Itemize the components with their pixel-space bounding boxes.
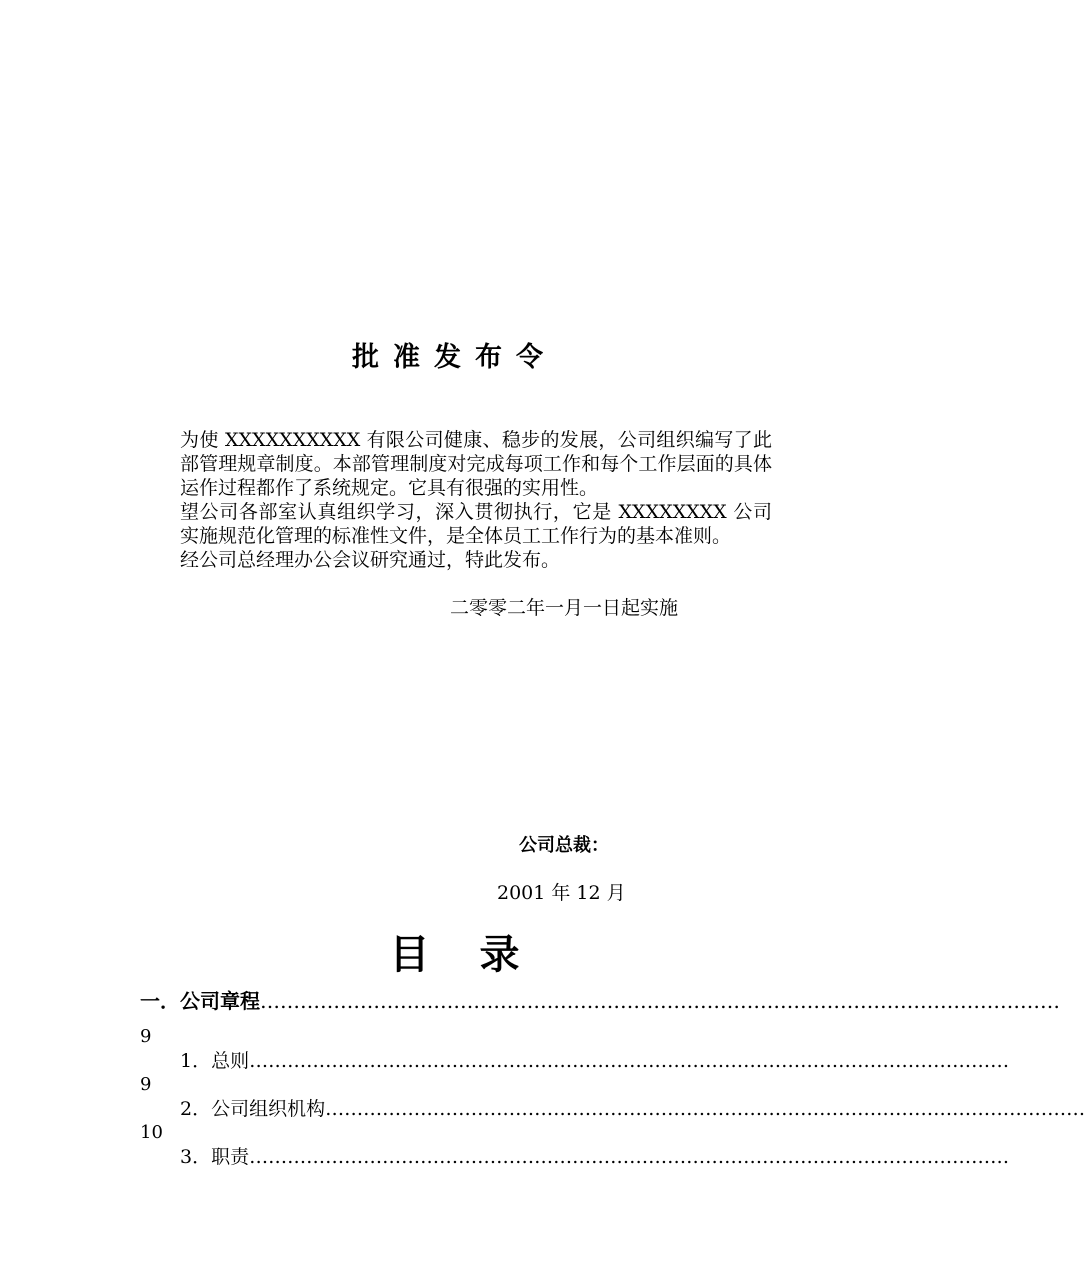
toc-entry-page: 9	[140, 1074, 152, 1095]
decree-title: 批准发布令	[352, 342, 557, 373]
toc-leader: …………………………………………………………………………………………………………	[325, 1098, 1085, 1120]
toc-entry-label: 3．职责	[180, 1146, 250, 1168]
toc-entry-4[interactable]	[180, 1145, 1010, 1169]
decree-paragraph-1: 为使 XXXXXXXXXX 有限公司健康、稳步的发展，公司组织编写了此部管理规章制度。本部管理制度对完成每项工作和每个工作层面的具体运作过程都作了系统规定。它具有很强的实用性。	[180, 429, 772, 499]
toc-title-char-1: 目	[389, 931, 430, 978]
signature-date: 2001 年 12 月	[497, 882, 626, 904]
signature-label: 公司总裁：	[519, 835, 609, 856]
effective-date: 二零零二年一月一日起实施	[450, 597, 679, 619]
toc-entry-2[interactable]	[180, 1049, 1010, 1073]
decree-paragraph-3: 经公司总经理办公会议研究通过，特此发布。	[180, 549, 561, 571]
toc-entry-label: 1．总则	[180, 1050, 250, 1072]
toc-title-char-2: 录	[479, 931, 520, 978]
decree-body	[140, 428, 772, 572]
toc-leader: …………………………………………………………………………………………………………	[249, 1146, 1010, 1168]
decree-paragraph-2: 望公司各部室认真组织学习，深入贯彻执行，它是 XXXXXXXX 公司实施规范化管理的标准性文件，是全体员工工作行为的基本准则。	[180, 501, 772, 547]
toc-entry-label: 一．公司章程	[140, 989, 260, 1013]
toc-leader: …………………………………………………………………………………………………………	[249, 1050, 1010, 1072]
toc-entry-3[interactable]	[180, 1097, 1085, 1121]
toc-entry-label: 2．公司组织机构	[180, 1098, 326, 1120]
toc-leader: …………………………………………………………………………………………………………	[260, 989, 1060, 1013]
toc-title	[0, 928, 909, 982]
toc-entry-1[interactable]	[140, 986, 1060, 1016]
toc-entry-page: 9	[140, 1026, 152, 1047]
toc-entry-page: 10	[140, 1122, 163, 1143]
